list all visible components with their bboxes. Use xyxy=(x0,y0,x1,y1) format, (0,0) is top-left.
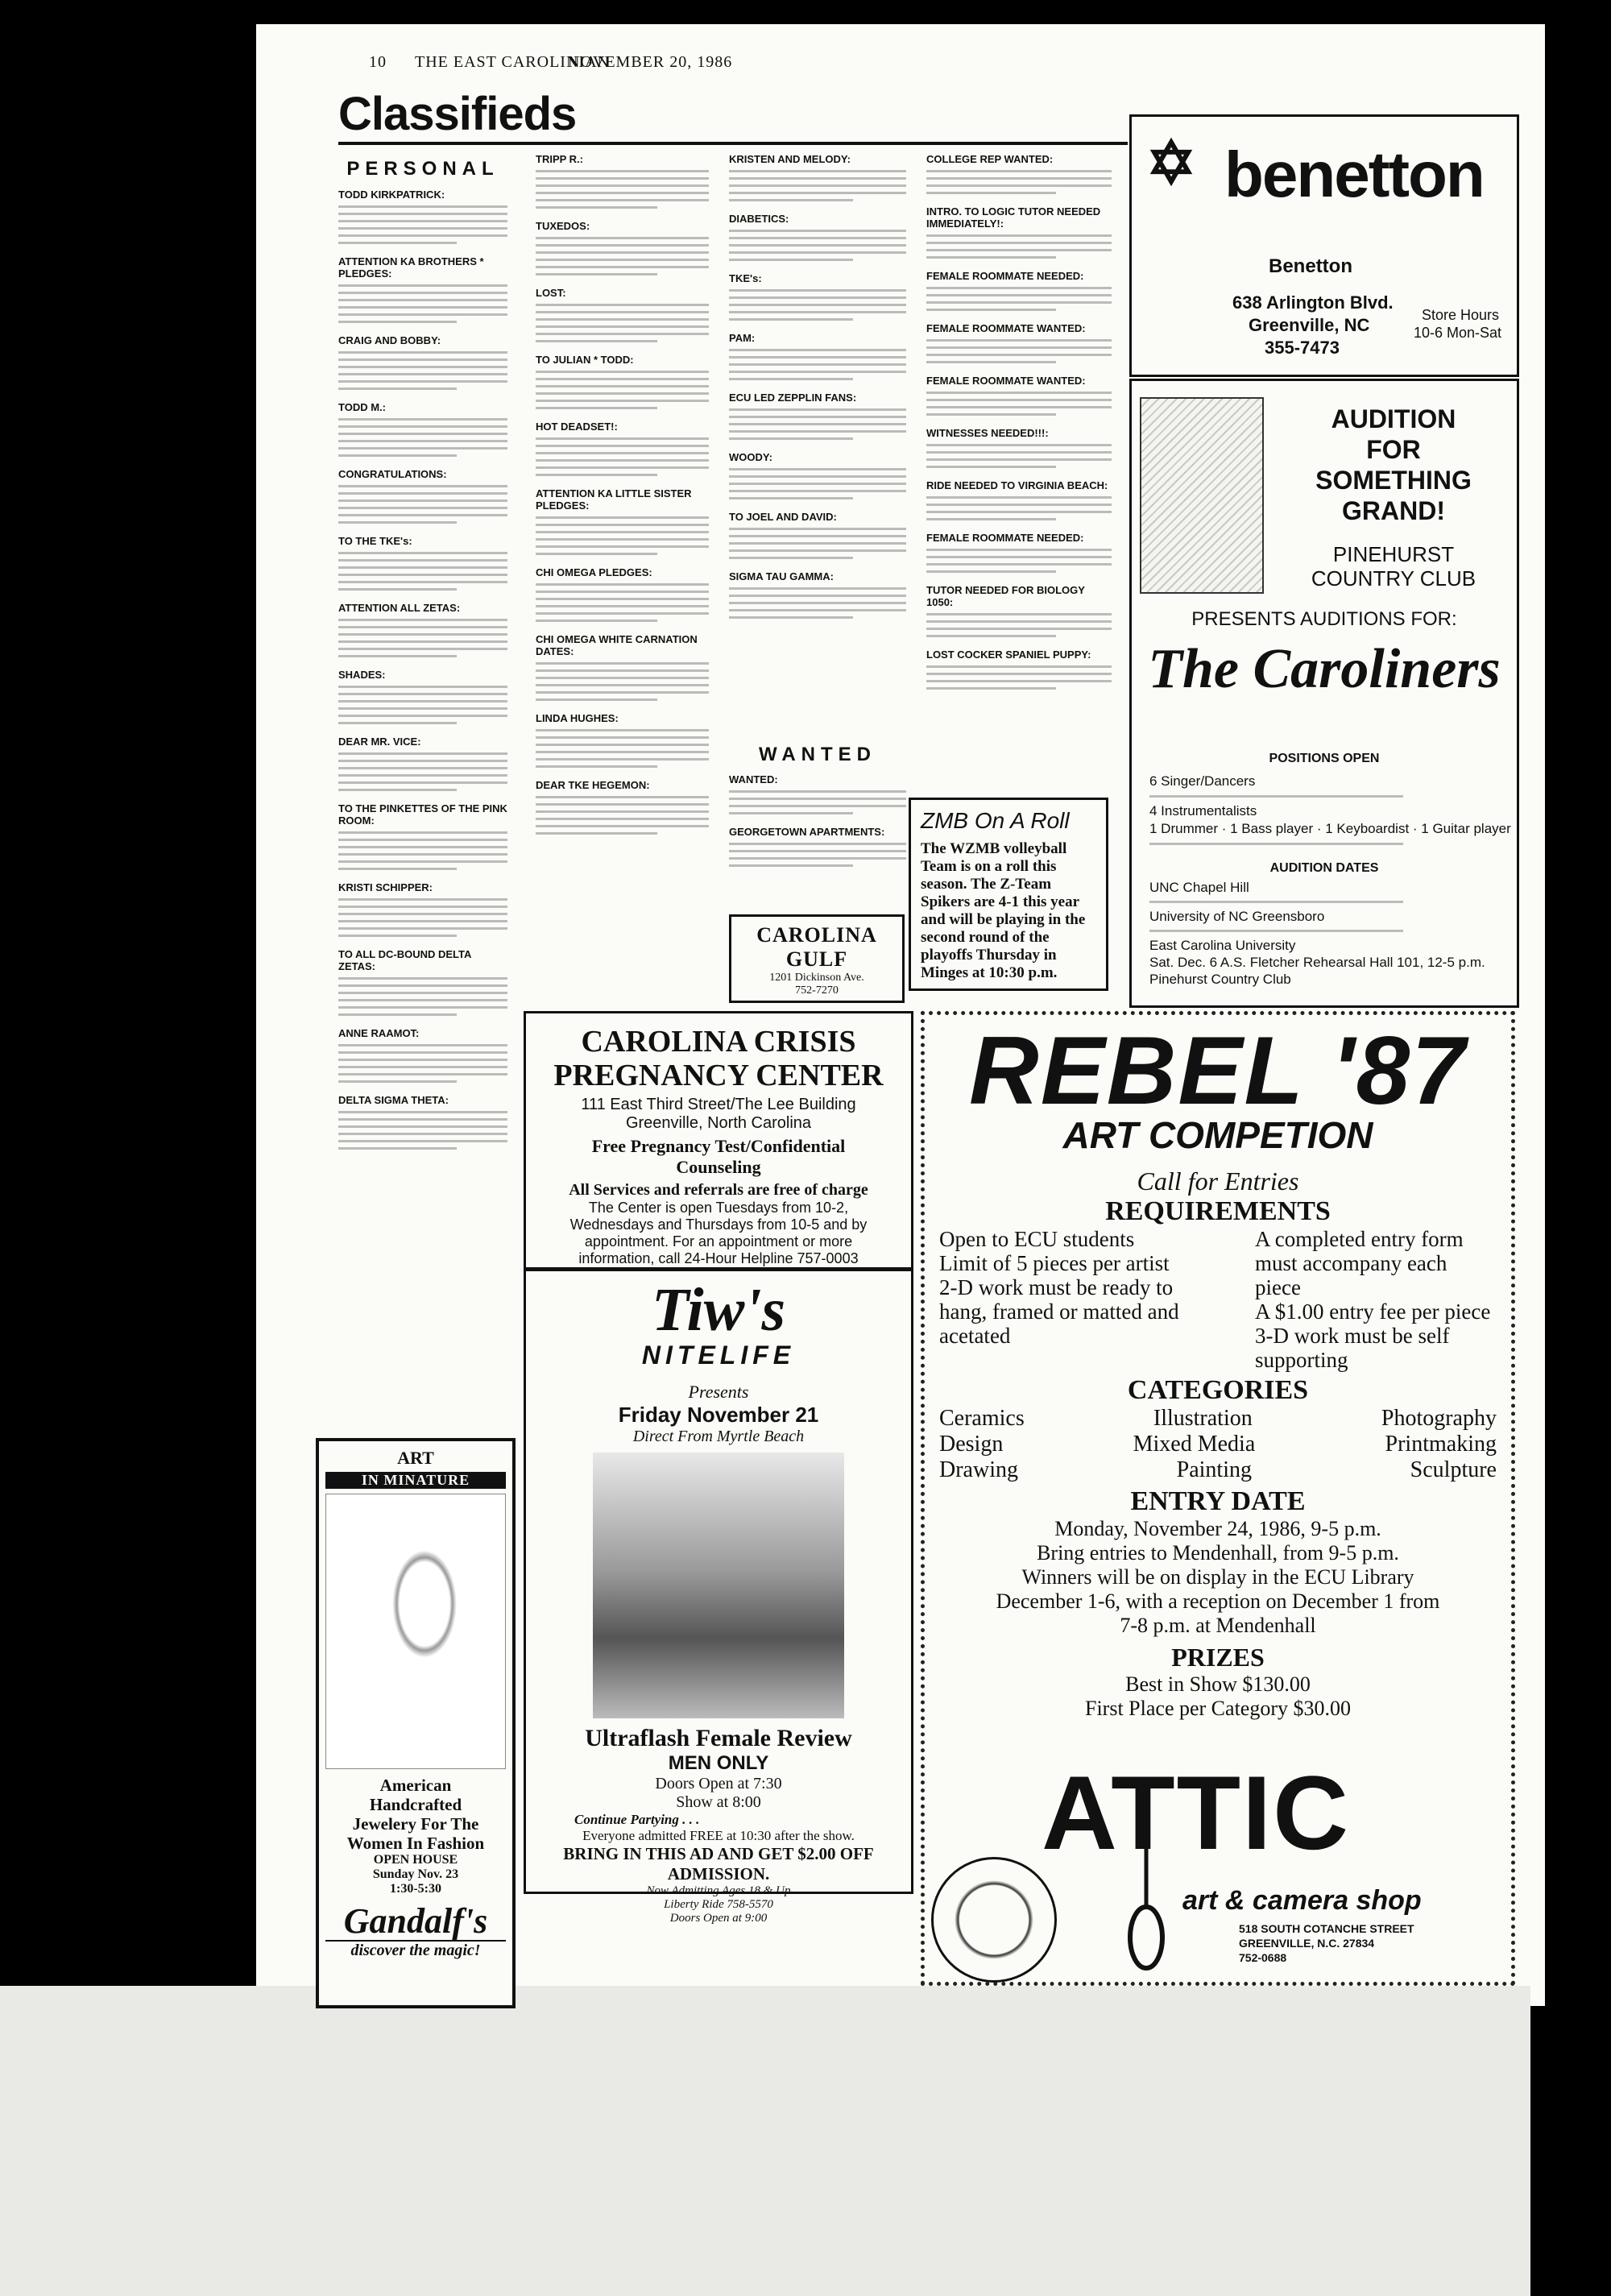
classified-heading: CRAIG AND BOBBY: xyxy=(338,334,441,346)
classified-heading: TODD KIRKPATRICK: xyxy=(338,189,445,201)
classified-heading: DEAR TKE HEGEMON: xyxy=(536,779,650,791)
classified-heading: INTRO. TO LOGIC TUTOR NEEDED IMMEDIATELY!: xyxy=(926,205,1101,230)
female-review-photo xyxy=(593,1453,844,1718)
audition-dates-title: AUDITION DATES xyxy=(1269,861,1379,875)
attic-logo: ATTIC xyxy=(1042,1754,1351,1871)
attic-phone: 752-0688 xyxy=(1239,1951,1287,1964)
crisis-referrals: All Services and referrals are free of charge xyxy=(569,1181,868,1199)
gandalf-day: Sunday Nov. 23 xyxy=(372,1867,459,1881)
classified-heading: PAM: xyxy=(729,332,756,344)
classified-heading: TO ALL DC-BOUND DELTA ZETAS: xyxy=(338,948,471,972)
classified-item xyxy=(536,153,709,209)
classified-item xyxy=(338,468,507,524)
classified-heading: SIGMA TAU GAMMA: xyxy=(729,570,834,582)
gandalf-miniature: IN MINATURE xyxy=(325,1472,506,1489)
classified-heading: HOT DEADSET!: xyxy=(536,421,618,433)
classified-item xyxy=(926,375,1112,416)
gandalf-open-house: OPEN HOUSE xyxy=(373,1853,458,1867)
benetton-ad xyxy=(1129,114,1519,377)
prizes-list: Best in Show $130.00 First Place per Category $30.00 xyxy=(1085,1672,1351,1720)
benetton-knot-icon: ✡ xyxy=(1146,131,1197,197)
classified-heading: SHADES: xyxy=(338,669,386,681)
audition-dates-list: UNC Chapel Hill University of NC Greensboro East Carolina University Sat. Dec. 6 A.S. Fletcher Rehearsal Hall 101, 12-5 p.m. Pinehurst Country Club xyxy=(1149,880,1485,987)
carolina-gulf-ad xyxy=(729,914,905,1003)
paper-name: THE EAST CAROLINIAN xyxy=(415,53,610,71)
classified-item xyxy=(338,1094,507,1150)
classified-item xyxy=(926,584,1112,637)
nitelife-coupon: BRING IN THIS AD AND GET $2.00 OFF ADMISSION. xyxy=(563,1844,874,1884)
classified-heading: CONGRATULATIONS: xyxy=(338,468,447,480)
classified-heading: FEMALE ROOMMATE NEEDED: xyxy=(926,532,1084,544)
gandalf-time: 1:30-5:30 xyxy=(390,1882,441,1896)
gulf-phone: 752-7270 xyxy=(795,984,839,997)
classified-item xyxy=(536,566,709,622)
crisis-title-2: PREGNANCY CENTER xyxy=(553,1059,884,1092)
classified-item xyxy=(338,948,507,1016)
classified-item xyxy=(926,479,1112,520)
classified-item xyxy=(536,287,709,342)
classified-heading: TRIPP R.: xyxy=(536,153,583,165)
classified-heading: RIDE NEEDED TO VIRGINIA BEACH: xyxy=(926,479,1108,491)
classified-heading: TODD M.: xyxy=(338,401,386,413)
crisis-services-1: Free Pregnancy Test/Confidential xyxy=(591,1136,846,1156)
benetton-logo: benetton xyxy=(1224,139,1484,210)
audition-presents: PRESENTS AUDITIONS FOR: xyxy=(1191,608,1457,630)
classified-item xyxy=(926,270,1112,311)
crisis-title-1: CAROLINA CRISIS xyxy=(581,1025,856,1059)
crisis-address-1: 111 East Third Street/The Lee Building xyxy=(581,1096,856,1113)
nitelife-show: Ultraflash Female Review xyxy=(585,1725,852,1751)
classified-item xyxy=(536,354,709,409)
nitelife-from: Direct From Myrtle Beach xyxy=(632,1428,805,1445)
classified-heading: TUXEDOS: xyxy=(536,220,590,232)
crisis-services-2: Counseling xyxy=(676,1157,761,1177)
audition-show: The Caroliners xyxy=(1148,638,1501,700)
classified-item xyxy=(338,881,507,937)
rebel-title: REBEL '87 xyxy=(969,1017,1467,1125)
classified-item xyxy=(536,487,709,555)
classified-heading: CHI OMEGA WHITE CARNATION DATES: xyxy=(536,633,698,657)
gulf-address: 1201 Dickinson Ave. xyxy=(769,972,864,984)
crisis-address-2: Greenville, North Carolina xyxy=(625,1114,812,1132)
page-title: Classifieds xyxy=(338,88,577,140)
classified-item xyxy=(536,220,709,276)
gandalf-art: ART xyxy=(397,1448,434,1468)
classified-item xyxy=(729,451,906,499)
classified-heading: FEMALE ROOMMATE WANTED: xyxy=(926,375,1086,387)
benetton-address-2: Greenville, NC xyxy=(1249,315,1370,335)
gandalf-tagline: American Handcrafted Jewelery For The Women In Fashion xyxy=(346,1776,485,1853)
positions-title: POSITIONS OPEN xyxy=(1269,752,1380,765)
gandalfs-ad xyxy=(316,1438,516,2008)
categories-title: CATEGORIES xyxy=(1127,1375,1309,1405)
nitelife-ages: Now Admitting Ages 18 & Up xyxy=(646,1884,791,1897)
requirements-title: REQUIREMENTS xyxy=(1105,1196,1331,1226)
benetton-name: Benetton xyxy=(1269,255,1352,277)
classified-item xyxy=(338,602,507,657)
classified-heading: WANTED: xyxy=(729,773,778,785)
binder-strip xyxy=(0,1986,1530,2296)
classified-item xyxy=(338,535,507,591)
audition-club: PINEHURST COUNTRY CLUB xyxy=(1311,542,1476,591)
classified-heading: ANNE RAAMOT: xyxy=(338,1027,420,1039)
classified-heading: DIABETICS: xyxy=(729,213,789,225)
classified-heading: WOODY: xyxy=(729,451,772,463)
attic-shop-name: art & camera shop xyxy=(1182,1885,1422,1916)
classified-column-1 xyxy=(338,189,507,1405)
section-personal: PERSONAL xyxy=(346,158,499,180)
classified-heading: WITNESSES NEEDED!!!: xyxy=(926,427,1049,439)
classified-item xyxy=(926,153,1112,194)
categories-grid xyxy=(925,1406,1511,1483)
classified-item xyxy=(338,802,507,870)
classified-heading: FEMALE ROOMMATE NEEDED: xyxy=(926,270,1084,282)
gandalf-slogan: discover the magic! xyxy=(325,1940,506,1960)
classified-heading: TUTOR NEEDED FOR BIOLOGY 1050: xyxy=(926,584,1085,608)
classified-heading: TO THE TKE's: xyxy=(338,535,412,547)
classified-item xyxy=(536,421,709,476)
nitelife-logo-1: Tiw's xyxy=(651,1276,786,1344)
requirements-right: A completed entry form must accompany each piece A $1.00 entry fee per piece 3-D work must be self supporting xyxy=(1255,1227,1491,1372)
classified-heading: CHI OMEGA PLEDGES: xyxy=(536,566,652,578)
classified-item xyxy=(926,205,1112,259)
crisis-hours-2: Wednesdays and Thursdays from 10-5 and by xyxy=(569,1216,868,1233)
nitelife-date: Friday November 21 xyxy=(618,1403,819,1427)
classified-heading: ECU LED ZEPPLIN FANS: xyxy=(729,392,857,404)
classified-item xyxy=(338,669,507,724)
categories-row: Drawing Painting Sculpture xyxy=(939,1457,1497,1482)
nitelife-presents: Presents xyxy=(688,1382,749,1402)
rebel-subtitle: ART COMPETION xyxy=(1062,1114,1373,1156)
benetton-phone: 355-7473 xyxy=(1265,338,1340,358)
classified-heading: DELTA SIGMA THETA: xyxy=(338,1094,449,1106)
rebel-87-ad xyxy=(921,1011,1515,1986)
classified-heading: LINDA HUGHES: xyxy=(536,712,619,724)
benetton-hours-label: Store Hours xyxy=(1422,307,1500,323)
rebel-call: Call for Entries xyxy=(1137,1167,1299,1196)
classified-item xyxy=(729,213,906,261)
classified-item xyxy=(729,272,906,321)
positions-list: 6 Singer/Dancers 4 Instrumentalists 1 Drummer · 1 Bass player · 1 Keyboardist · 1 Guitar player xyxy=(1149,773,1512,850)
page-number: 10 xyxy=(369,53,387,71)
crisis-hours-3: appointment. For an appointment or more xyxy=(584,1233,853,1250)
nitelife-ad xyxy=(524,1269,913,1925)
crisis-hours-4: information, call 24-Hour Helpline 757-0003 xyxy=(578,1250,859,1266)
classified-column-3 xyxy=(729,153,906,733)
classified-item xyxy=(338,1027,507,1083)
classified-item xyxy=(536,712,709,768)
title-rule xyxy=(338,142,1128,145)
crisis-pregnancy-ad xyxy=(524,1011,913,1270)
prizes-title: PRIZES xyxy=(1171,1643,1265,1672)
nitelife-showtime: Show at 8:00 xyxy=(676,1793,761,1811)
classified-item xyxy=(926,427,1112,468)
classified-heading: TO JOEL AND DAVID: xyxy=(729,511,837,523)
classified-item xyxy=(729,773,906,814)
classified-item xyxy=(729,826,906,867)
classified-item xyxy=(729,153,906,201)
section-wanted: WANTED xyxy=(759,744,876,765)
zmb-title: ZMB On A Roll xyxy=(921,808,1070,833)
audition-ad xyxy=(1129,379,1519,1008)
nitelife-doors: Doors Open at 7:30 xyxy=(655,1775,782,1792)
classified-item xyxy=(926,322,1112,363)
classified-item xyxy=(338,736,507,791)
classified-item xyxy=(536,633,709,701)
nitelife-men-only: MEN ONLY xyxy=(668,1752,769,1774)
classified-heading: LOST COCKER SPANIEL PUPPY: xyxy=(926,649,1091,661)
classified-item xyxy=(926,649,1112,690)
classified-column-4 xyxy=(926,153,1112,794)
classified-column-3-wanted xyxy=(729,773,906,910)
classified-item xyxy=(338,255,507,323)
gulf-name: CAROLINA GULF xyxy=(756,923,877,971)
classified-item xyxy=(729,570,906,619)
crisis-hours-1: The Center is open Tuesdays from 10-2, xyxy=(588,1200,849,1216)
nitelife-ride: Liberty Ride 758-5570 xyxy=(664,1898,773,1911)
zmb-body: The WZMB volleyball Team is on a roll this season. The Z-Team Spikers are 4-1 this year and will be playing in the second round of the playoffs Thursday in Minges at 10:30 p.m. xyxy=(921,840,1086,981)
nitelife-continue: Continue Partying . . . xyxy=(574,1812,700,1827)
classified-item xyxy=(729,392,906,440)
classified-heading: ATTENTION ALL ZETAS: xyxy=(338,602,461,614)
classified-heading: DEAR MR. VICE: xyxy=(338,736,421,748)
nitelife-logo-2: NITELIFE xyxy=(641,1341,796,1370)
classified-heading: TO THE PINKETTES OF THE PINK ROOM: xyxy=(338,802,507,827)
classified-item xyxy=(338,334,507,390)
nitelife-doors-9: Doors Open at 9:00 xyxy=(669,1912,768,1925)
issue-date: NOVEMBER 20, 1986 xyxy=(568,53,733,71)
requirements-left: Open to ECU students Limit of 5 pieces per artist 2-D work must be ready to hang, framed or matted and acetated xyxy=(939,1227,1179,1348)
classified-heading: COLLEGE REP WANTED: xyxy=(926,153,1054,165)
classified-item xyxy=(338,189,507,244)
classified-heading: GEORGETOWN APARTMENTS: xyxy=(729,826,885,838)
classified-item xyxy=(729,511,906,559)
attic-address-1: 518 SOUTH COTANCHE STREET xyxy=(1239,1922,1414,1935)
gandalf-name: Gandalf's xyxy=(343,1901,488,1941)
noose-icon xyxy=(1118,1837,1174,1974)
audition-headline: AUDITION FOR SOMETHING GRAND! xyxy=(1315,404,1472,525)
attic-address-2: GREENVILLE, N.C. 27834 xyxy=(1239,1937,1375,1950)
classified-heading: FEMALE ROOMMATE WANTED: xyxy=(926,322,1086,334)
categories-row: Ceramics Illustration Photography xyxy=(939,1406,1497,1431)
benetton-address-1: 638 Arlington Blvd. xyxy=(1232,292,1394,313)
classified-heading: ATTENTION KA BROTHERS * PLEDGES: xyxy=(338,255,484,280)
zmb-ad xyxy=(909,798,1108,991)
classified-heading: KRISTI SCHIPPER: xyxy=(338,881,433,893)
classified-heading: TO JULIAN * TODD: xyxy=(536,354,634,366)
caroliner-mascot-image xyxy=(1140,397,1264,594)
benetton-hours: 10-6 Mon-Sat xyxy=(1414,325,1502,341)
classified-heading: TKE's: xyxy=(729,272,762,284)
classified-column-2 xyxy=(536,153,709,1023)
eagle-emblem-icon xyxy=(931,1857,1057,1983)
classified-heading: LOST: xyxy=(536,287,566,299)
classified-item xyxy=(536,779,709,835)
classified-item xyxy=(338,401,507,457)
jewelry-illustration xyxy=(325,1494,506,1769)
entry-date-details: Monday, November 24, 1986, 9-5 p.m. Bring entries to Mendenhall, from 9-5 p.m. Winners will be on display in the ECU Library December 1-6, with a reception on December 1 from 7-8 p.m. at Mendenhall xyxy=(996,1517,1440,1637)
classified-item xyxy=(729,332,906,380)
categories-row: Design Mixed Media Printmaking xyxy=(939,1432,1497,1457)
classified-item xyxy=(926,532,1112,573)
entry-date-title: ENTRY DATE xyxy=(1130,1486,1306,1516)
nitelife-free: Everyone admitted FREE at 10:30 after the show. xyxy=(582,1828,855,1843)
classified-heading: KRISTEN AND MELODY: xyxy=(729,153,851,165)
classified-heading: ATTENTION KA LITTLE SISTER PLEDGES: xyxy=(536,487,692,512)
requirements-columns xyxy=(925,1227,1511,1372)
